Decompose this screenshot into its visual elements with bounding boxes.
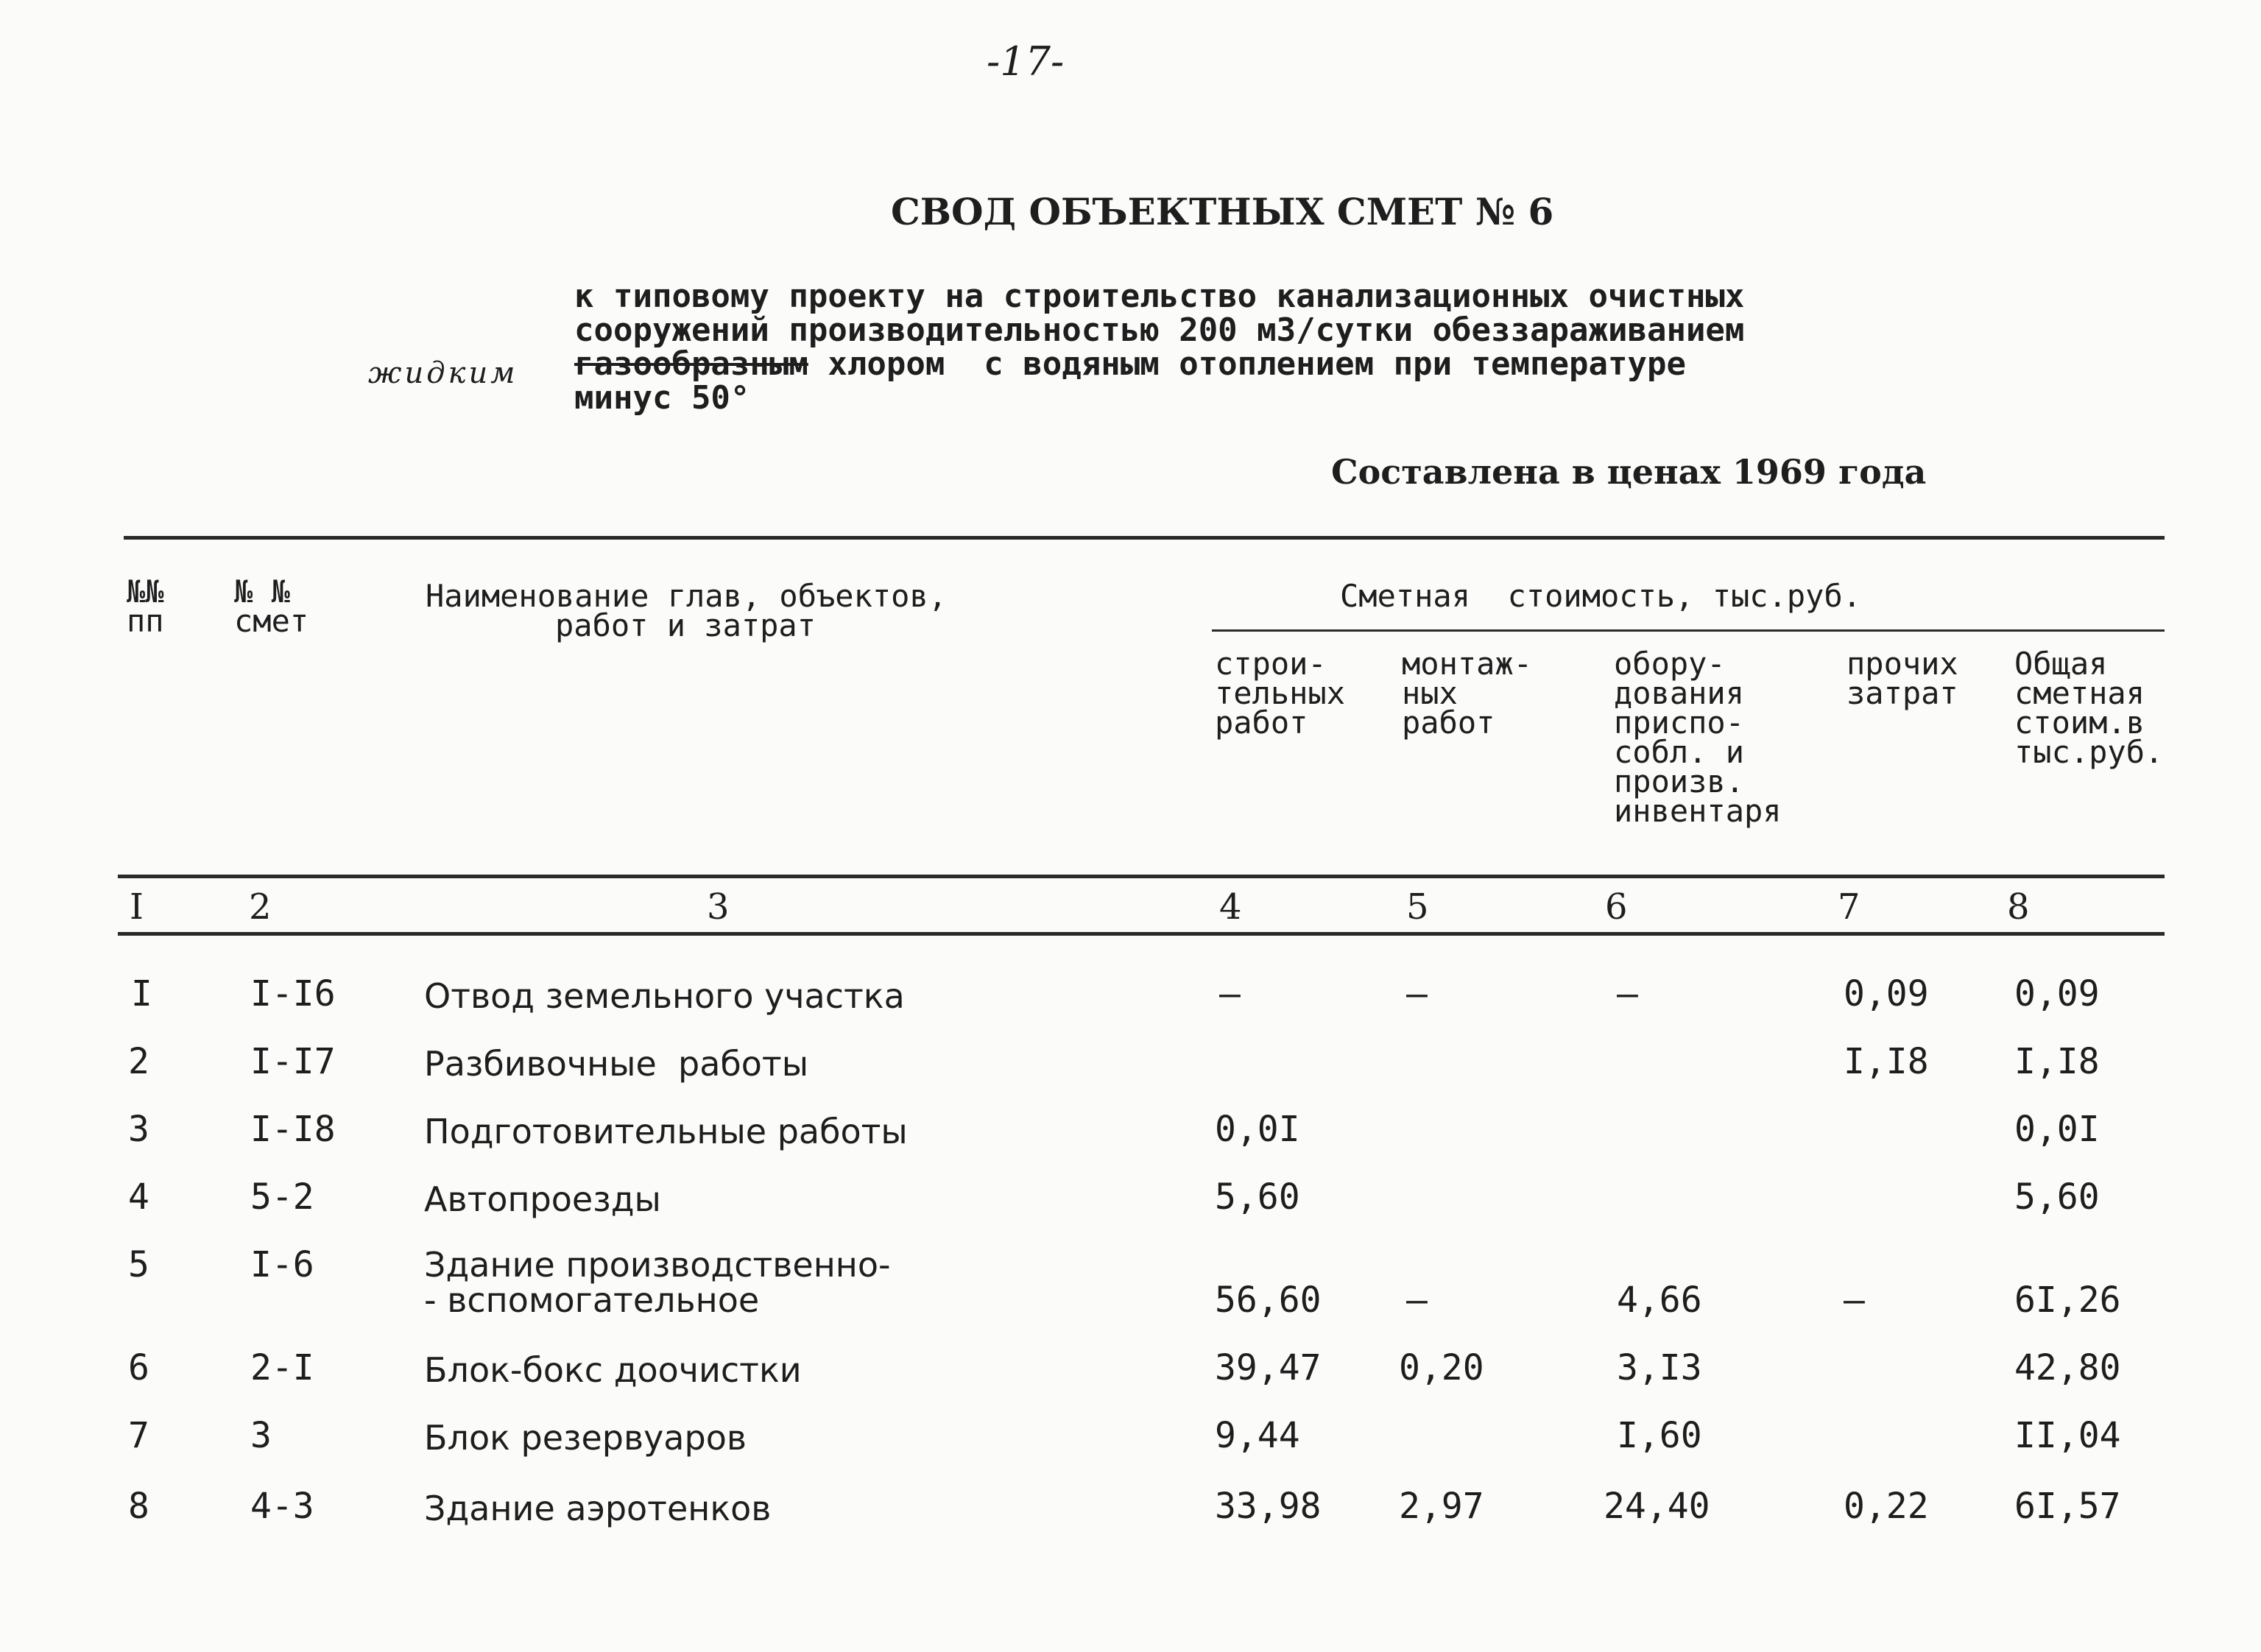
- header-col-8: Общая сметная стоим.в тыс.руб.: [2014, 646, 2164, 770]
- row-2-name: Разбивочные работы: [424, 1044, 809, 1084]
- subtitle-line-3: [574, 347, 1744, 381]
- header-col-2: № № смет: [234, 573, 309, 639]
- handwritten-note: жидким: [368, 356, 518, 390]
- row-8-c6: 24,40: [1604, 1486, 1710, 1527]
- row-8-c5: 2,97: [1399, 1486, 1484, 1527]
- column-numbers-rule: [118, 932, 2165, 936]
- row-4-name: Автопроезды: [424, 1179, 661, 1219]
- row-5-c7: –: [1844, 1279, 1865, 1321]
- row-7-smeta: 3: [250, 1415, 272, 1456]
- row-7-c4: 9,44: [1215, 1415, 1300, 1456]
- row-5-smeta: I-6: [250, 1244, 314, 1285]
- row-5-name: Здание производственно- - вспомогательное: [424, 1245, 891, 1320]
- row-6-number: 6: [128, 1347, 149, 1388]
- row-5-number: 5: [128, 1244, 149, 1285]
- column-number-7: 7: [1838, 886, 1860, 928]
- column-number-6: 6: [1605, 886, 1628, 928]
- struck-word: газообразным: [574, 345, 808, 383]
- row-7-name: Блок резервуаров: [424, 1418, 747, 1458]
- row-5-c8: 6I,26: [2014, 1279, 2121, 1321]
- column-number-4: 4: [1219, 886, 1242, 928]
- row-8-name: Здание аэротенков: [424, 1489, 772, 1528]
- row-8-c4: 33,98: [1215, 1486, 1322, 1527]
- row-7-c8: II,04: [2014, 1415, 2121, 1456]
- row-8-smeta: 4-3: [250, 1486, 314, 1527]
- header-cost-group: Сметная стоимость, тыс.руб.: [1340, 578, 1862, 614]
- row-6-c5: 0,20: [1399, 1347, 1484, 1388]
- row-6-c6: 3,I3: [1617, 1347, 1702, 1388]
- prices-note: Составлена в ценах 1969 года: [1331, 452, 1927, 492]
- document-title: СВОД ОБЪЕКТНЫХ СМЕТ № 6: [891, 190, 1554, 233]
- document-subtitle: [574, 280, 1744, 415]
- row-6-c4: 39,47: [1215, 1347, 1322, 1388]
- row-1-c6: –: [1617, 973, 1638, 1014]
- header-col-3: Наименование глав, объектов, работ и затрат: [426, 578, 948, 643]
- subtitle-line-3-rest: хлором с водяным отоплением при температуре: [808, 345, 1686, 383]
- row-4-c4: 5,60: [1215, 1176, 1300, 1218]
- row-5-c5: –: [1406, 1279, 1428, 1321]
- row-1-number: I: [131, 973, 152, 1014]
- header-bottom-rule: [118, 875, 2165, 878]
- row-1-c8: 0,09: [2014, 973, 2100, 1014]
- header-col-5: монтаж- ных работ: [1402, 646, 1533, 741]
- row-2-smeta: I-I7: [250, 1041, 336, 1082]
- cost-group-rule: [1212, 629, 2165, 632]
- row-6-name: Блок-бокс доочистки: [424, 1350, 802, 1390]
- page-number: -17-: [987, 38, 1065, 85]
- row-1-c4: –: [1219, 973, 1241, 1014]
- row-3-smeta: I-I8: [250, 1109, 336, 1150]
- header-col-1: №№ пп: [127, 573, 164, 639]
- row-8-c8: 6I,57: [2014, 1486, 2121, 1527]
- subtitle-line-1: к типовому проекту на строительство канализационных очистных: [574, 278, 1745, 315]
- row-3-c4: 0,0I: [1215, 1109, 1300, 1150]
- row-4-smeta: 5-2: [250, 1176, 314, 1218]
- row-7-c6: I,60: [1617, 1415, 1702, 1456]
- header-col-4: строи- тельных работ: [1215, 646, 1346, 741]
- row-5-c6: 4,66: [1617, 1279, 1702, 1321]
- column-number-3: 3: [707, 886, 730, 928]
- row-2-c8: I,I8: [2014, 1041, 2100, 1082]
- row-1-c7: 0,09: [1844, 973, 1929, 1014]
- row-3-name: Подготовительные работы: [424, 1112, 908, 1151]
- column-number-8: 8: [2007, 886, 2030, 928]
- row-1-name: Отвод земельного участка: [424, 976, 905, 1016]
- row-6-smeta: 2-I: [250, 1347, 314, 1388]
- row-4-c8: 5,60: [2014, 1176, 2100, 1218]
- row-4-number: 4: [128, 1176, 149, 1218]
- row-3-c8: 0,0I: [2014, 1109, 2100, 1150]
- subtitle-line-4: минус 50°: [574, 379, 750, 417]
- row-8-c7: 0,22: [1844, 1486, 1929, 1527]
- subtitle-line-2: сооружений производительностью 200 м3/сутки обеззараживанием: [574, 311, 1745, 349]
- row-1-c5: –: [1406, 973, 1428, 1014]
- table-top-rule: [124, 536, 2165, 540]
- row-8-number: 8: [128, 1486, 149, 1527]
- row-3-number: 3: [128, 1109, 149, 1150]
- column-number-1: I: [130, 886, 144, 928]
- row-7-number: 7: [128, 1415, 149, 1456]
- row-6-c8: 42,80: [2014, 1347, 2121, 1388]
- column-number-2: 2: [249, 886, 272, 928]
- row-2-number: 2: [128, 1041, 149, 1082]
- row-1-smeta: I-I6: [250, 973, 336, 1014]
- column-number-5: 5: [1406, 886, 1429, 928]
- row-5-c4: 56,60: [1215, 1279, 1322, 1321]
- row-2-c7: I,I8: [1844, 1041, 1929, 1082]
- header-col-6: обору- дования приспо- собл. и произв. инвентаря: [1614, 646, 1782, 829]
- header-col-7: прочих затрат: [1846, 646, 1958, 711]
